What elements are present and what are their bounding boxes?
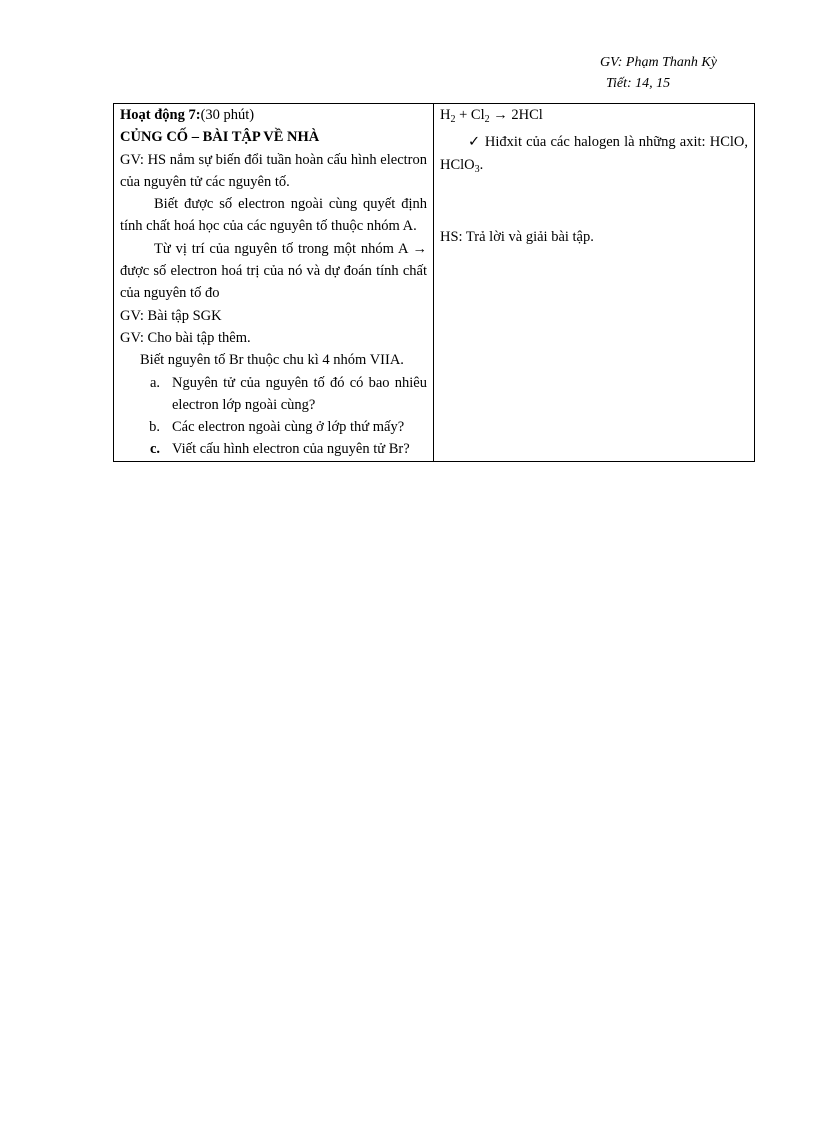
reaction-equation [440,104,748,131]
activity-heading [120,104,427,126]
arrow-symbol: → [412,240,428,257]
activity-title: Hoạt động 7: [120,107,201,123]
list-marker: a. [149,374,160,391]
list-item [120,372,427,417]
halogen-note [440,131,748,181]
eq-product: 2HCl [511,107,543,123]
teacher-activity-cell [114,104,434,462]
list-text: Nguyên tử của nguyên tố đó có bao nhiêu electron lớp ngoài cùng? [172,374,427,413]
paragraph-4: GV: Bài tập SGK [120,307,222,324]
note-end: . [479,156,484,173]
arrow-symbol: → [493,107,508,123]
paragraph-3 [120,238,427,305]
halogen-note-text: Hiđxit của các halogen là những axit: HClO, HClO [440,134,749,173]
list-marker: c. [149,441,160,458]
eq-subscript: 2 [484,114,490,125]
check-icon: ✓ [468,134,481,151]
lesson-table [113,103,755,462]
student-answer: HS: Trả lời và giải bài tập. [440,228,594,245]
student-activity-cell [434,104,755,462]
eq-subscript: 2 [450,114,456,125]
paragraph-2: Biết được số electron ngoài cùng quyết định tính chất hoá học của các nguyên tố thuộc nhóm A. [120,196,427,235]
spacer [440,181,748,226]
teacher-name: GV: Phạm Thanh Kỳ [600,55,717,70]
table-row [114,104,755,462]
paragraph-1: GV: HS nắm sự biến đổi tuần hoàn cấu hình electron của nguyên tử các nguyên tố. [120,151,427,190]
activity-time: (30 phút) [200,107,255,123]
list-item [120,416,427,438]
paragraph-5: GV: Cho bài tập thêm. [120,329,251,346]
list-marker: b. [149,419,160,436]
eq-hydrogen: H [440,107,451,123]
section-title: CỦNG CỐ – BÀI TẬP VỀ NHÀ [120,129,320,146]
note-subscript: 3 [474,163,480,175]
list-item [120,438,427,460]
paragraph-3-start: Từ vị trí của nguyên tố trong một nhóm A [154,240,408,257]
paragraph-3-end: được số electron hoá trị của nó và dự đoán tính chất của nguyên tố đo [120,263,427,302]
page-header [600,52,750,94]
list-text: Viết cấu hình electron của nguyên tử Br? [172,441,410,458]
eq-chlorine: + Cl [455,107,485,123]
period-label: Tiết: 14, 15 [606,76,671,91]
list-text: Các electron ngoài cùng ở lớp thứ mấy? [172,419,405,436]
paragraph-6: Biết nguyên tố Br thuộc chu kì 4 nhóm VIIA. [140,352,404,369]
